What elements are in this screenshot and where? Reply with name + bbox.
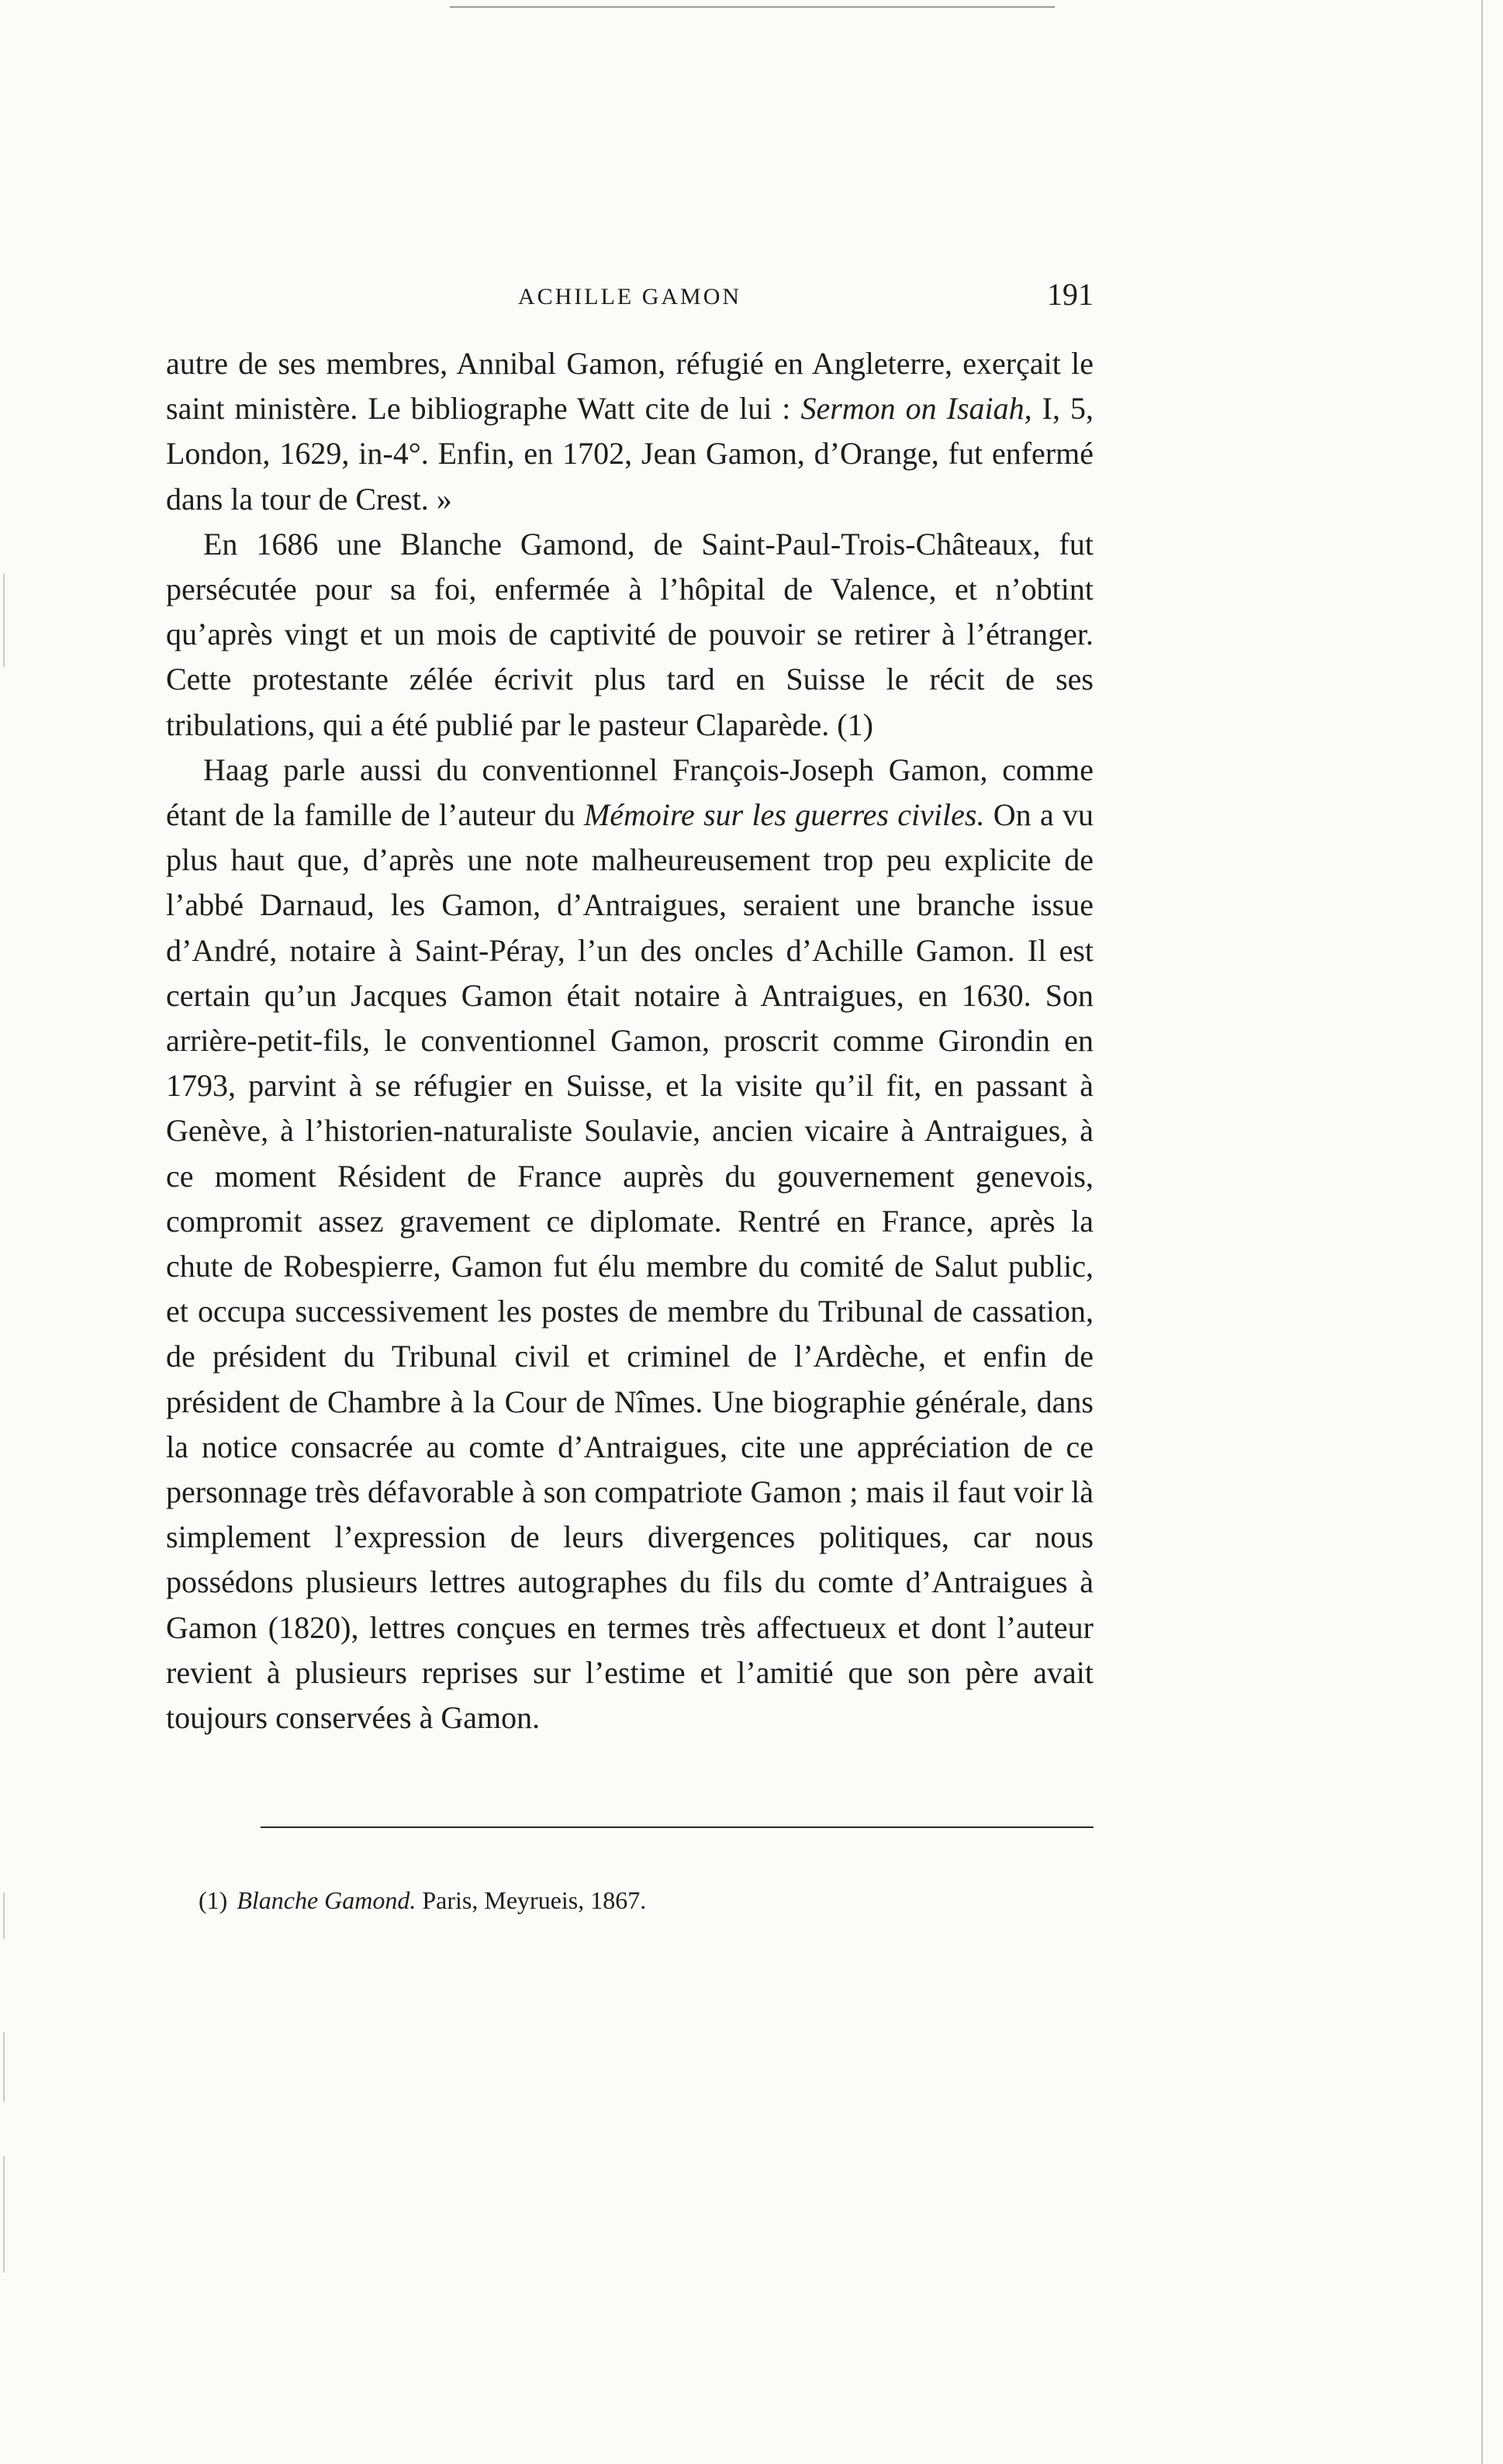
- footnote-text: Paris, Meyrueis, 1867.: [416, 1886, 647, 1914]
- left-scan-mark: [3, 1892, 5, 1939]
- paragraph: [166, 748, 1094, 1740]
- running-head: [166, 276, 1094, 323]
- text-span: I, 5, London, 1629, in-4°. Enfin, en 1702, Jean Gamon, d’Orange, fut enfermé dans la tour de Crest. »: [166, 391, 1094, 517]
- text-span: autre de ses membres, Annibal Gamon, réfugié en Angleterre, exerçait le saint ministère. Le bibliographe Watt cite de lui :: [166, 346, 1094, 427]
- left-scan-mark: [3, 2032, 5, 2102]
- text-span: On a vu plus haut que, d’après une note malheureusement trop peu explicite de l’abbé Darnaud, les Gamon, d’Antraigues, seraient une branche issue d’André, notaire à Saint-Péray, l’un des oncles d’Achille Gamon. Il est certain qu’un Jacques Gamon était notaire à Antraigues, en 1630. Son arrière-petit-fils, le conventionnel Gamon, proscrit comme Girondin en 1793, parvint à se réfugier en Suisse, et la visite qu’il fit, en passant à Genève, à l’historien-naturaliste Soulavie, ancien vicaire à Antraigues, à ce moment Résident de France auprès du gouvernement genevois, compromit assez gravement ce diplomate. Rentré en France, après la chute de Robespierre, Gamon fut élu membre du comité de Salut public, et occupa successivement les postes de membre du Tribunal de cassation, de président du Tribunal civil et criminel de l’Ardèche, et enfin de président de Chambre à la Cour de Nîmes. Une biographie générale, dans la notice consacrée au comte d’Antraigues, cite une appréciation de ce personnage très défavorable à son compatriote Gamon ; mais il faut voir là simplement l’expression de leurs divergences politiques, car nous possédons plusieurs lettres autographes du fils du comte d’Antraigues à Gamon (1820), lettres conçues en termes très affectueux et dont l’auteur revient à plusieurs reprises sur l’estime et l’amitié que son père avait toujours conservées à Gamon.: [166, 797, 1094, 1736]
- footnote-title: Blanche Gamond.: [237, 1886, 416, 1914]
- body-text: [166, 341, 1094, 1740]
- right-scan-edge: [1481, 0, 1483, 2464]
- text-span: En 1686 une Blanche Gamond, de Saint-Paul-Trois-Châteaux, fut persécutée pour sa foi, enfermée à l’hôpital de Valence, et n’obtint qu’après vingt et un mois de captivité de pouvoir se retirer à l’étranger. Cette protestante zélée écrivit plus tard en Suisse le récit de ses tribulations, qui a été publié par le pasteur Claparède. (1): [166, 526, 1094, 742]
- top-scan-rule: [450, 6, 1055, 8]
- running-title: ACHILLE GAMON: [517, 284, 742, 309]
- left-scan-mark: [3, 574, 5, 667]
- paragraph: [166, 341, 1094, 522]
- paragraph: [166, 522, 1094, 748]
- footnote: [199, 1883, 1094, 1917]
- left-scan-mark: [3, 2156, 5, 2272]
- page-number: 191: [1047, 277, 1094, 312]
- italic-title: Sermon on Isaiah,: [800, 391, 1032, 427]
- text-span: Haag parle aussi du conventionnel François-Joseph Gamon, comme étant de la famille de l’auteur du: [166, 752, 1094, 833]
- italic-title: Mémoire sur les guerres civiles.: [583, 797, 985, 833]
- footnote-separator: [261, 1826, 1094, 1828]
- footnote-marker: (1): [199, 1886, 228, 1914]
